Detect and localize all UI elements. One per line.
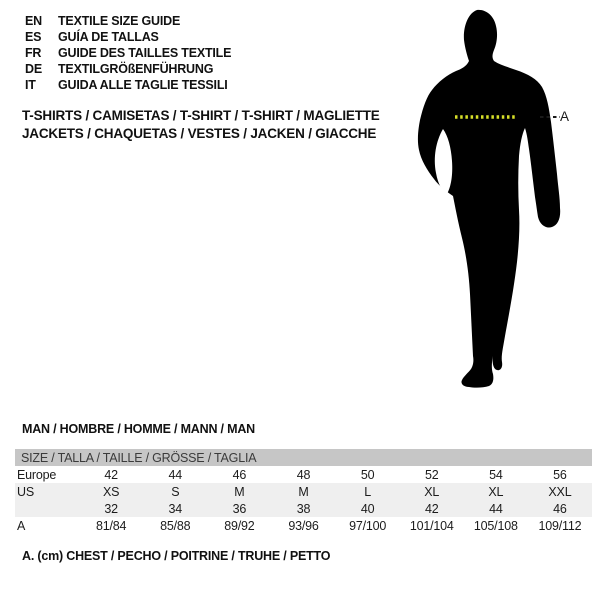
table-cell: XL — [464, 483, 528, 500]
table-cell: 50 — [336, 466, 400, 483]
table-cell: 38 — [271, 500, 335, 517]
size-table-header: SIZE / TALLA / TAILLE / GRÖSSE / TAGLIA — [15, 449, 592, 466]
table-cell: 36 — [207, 500, 271, 517]
language-label: TEXTILE SIZE GUIDE — [58, 14, 181, 28]
language-row — [25, 61, 231, 77]
table-cell: 81/84 — [79, 517, 143, 534]
footnote-chest-measurement: A. (cm) CHEST / PECHO / POITRINE / TRUHE / PETTO — [22, 549, 331, 563]
table-cell: XXL — [528, 483, 592, 500]
table-cell: 48 — [271, 466, 335, 483]
language-row — [25, 77, 231, 93]
table-cell: 46 — [528, 500, 592, 517]
table-cell: 40 — [336, 500, 400, 517]
table-cell: 46 — [207, 466, 271, 483]
table-cell: 93/96 — [271, 517, 335, 534]
language-label: GUIDE DES TAILLES TEXTILE — [58, 46, 232, 60]
table-cell: S — [143, 483, 207, 500]
table-cell: 52 — [400, 466, 464, 483]
language-code: IT — [25, 78, 36, 92]
language-code: EN — [25, 14, 42, 28]
section-title-man: MAN / HOMBRE / HOMME / MANN / MAN — [22, 422, 255, 436]
table-cell: 32 — [79, 500, 143, 517]
table-cell: XL — [400, 483, 464, 500]
table-row-us — [15, 483, 592, 500]
table-cell: 105/108 — [464, 517, 528, 534]
category-jackets: JACKETS / CHAQUETAS / VESTES / JACKEN / GIACCHE — [22, 126, 377, 141]
language-label: GUIDA ALLE TAGLIE TESSILI — [58, 78, 228, 92]
man-silhouette-figure — [390, 0, 590, 420]
language-label: TEXTILGRÖßENFÜHRUNG — [58, 62, 214, 76]
table-row-chest-cm — [15, 517, 592, 534]
table-row-europe — [15, 466, 592, 483]
table-row-alt-sizes — [15, 500, 592, 517]
language-code: DE — [25, 62, 42, 76]
table-cell: XS — [79, 483, 143, 500]
language-code: ES — [25, 30, 42, 44]
table-cell: 89/92 — [207, 517, 271, 534]
table-cell: 97/100 — [336, 517, 400, 534]
man-silhouette-icon — [390, 0, 590, 420]
table-cell: 56 — [528, 466, 592, 483]
table-cell: M — [271, 483, 335, 500]
row-label — [15, 500, 79, 517]
row-label: Europe — [15, 466, 79, 483]
table-cell: 101/104 — [400, 517, 464, 534]
language-row — [25, 29, 231, 45]
size-table — [15, 449, 592, 534]
language-list — [25, 13, 231, 93]
man-silhouette-shape — [418, 10, 560, 388]
table-cell: 109/112 — [528, 517, 592, 534]
category-tshirts: T-SHIRTS / CAMISETAS / T-SHIRT / T-SHIRT / MAGLIETTE — [22, 108, 380, 123]
measurement-label-a: A — [560, 109, 569, 124]
table-cell: 42 — [79, 466, 143, 483]
table-cell: 54 — [464, 466, 528, 483]
size-table-header-row — [15, 449, 592, 466]
table-cell: 85/88 — [143, 517, 207, 534]
language-code: FR — [25, 46, 42, 60]
category-list — [22, 107, 380, 143]
language-row — [25, 45, 231, 61]
row-label: A — [15, 517, 79, 534]
table-cell: 44 — [143, 466, 207, 483]
table-cell: 34 — [143, 500, 207, 517]
table-cell: 44 — [464, 500, 528, 517]
row-label: US — [15, 483, 79, 500]
table-cell: M — [207, 483, 271, 500]
language-row — [25, 13, 231, 29]
language-label: GUÍA DE TALLAS — [58, 30, 159, 44]
table-cell: L — [336, 483, 400, 500]
table-cell: 42 — [400, 500, 464, 517]
